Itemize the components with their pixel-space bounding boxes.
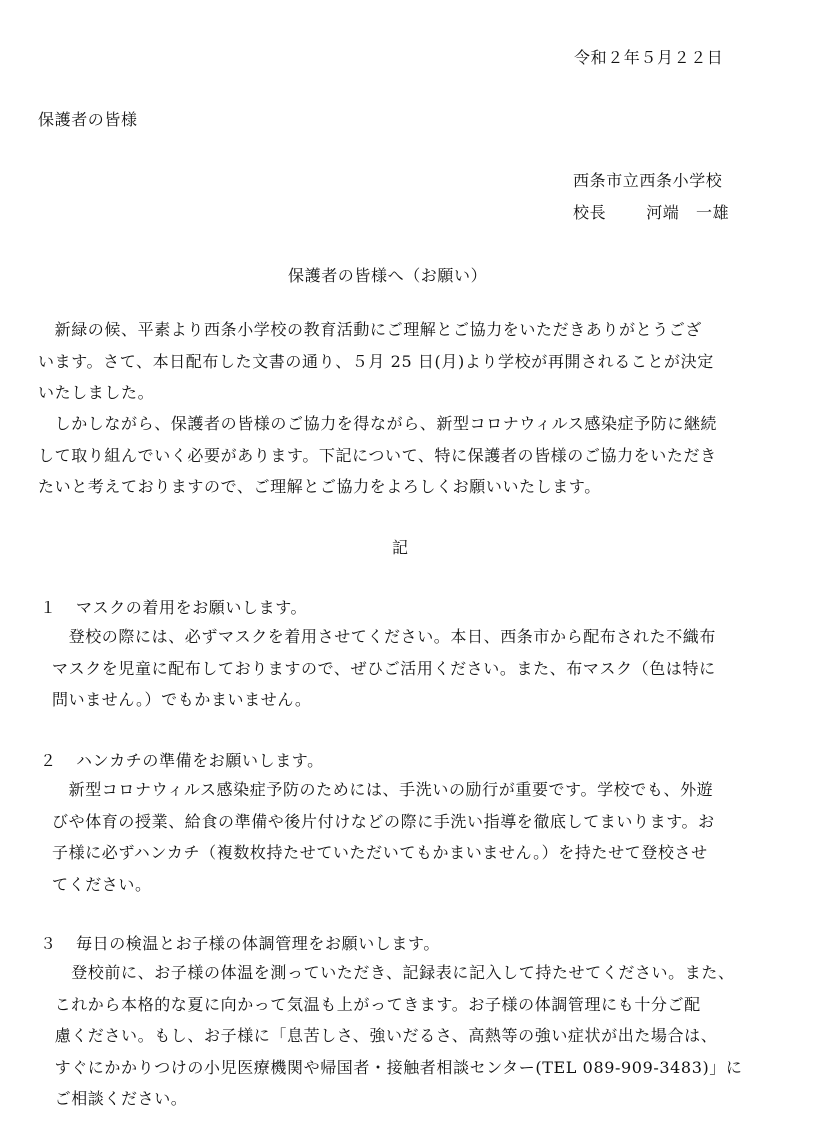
- item-heading-text: ハンカチの準備をお願いします。: [76, 751, 324, 770]
- intro-paragraph-2: [38, 408, 768, 503]
- item-line: 新型コロナウィルス感染症予防のためには、手洗いの励行が重要です。学校でも、外遊: [52, 780, 714, 799]
- item-1-body: [52, 621, 768, 716]
- paragraph-line: います。さて、本日配布した文書の通り、５月 25 日(月)より学校が再開されることが決定: [38, 351, 714, 371]
- document-title: 保護者の皆様へ（お願い）: [288, 266, 488, 285]
- item-1-heading: [40, 598, 307, 618]
- paragraph-line: いたしました。: [38, 383, 155, 402]
- item-number: ３: [40, 934, 57, 953]
- intro-paragraph-1: [38, 314, 768, 409]
- item-number: １: [40, 598, 57, 617]
- paragraph-line: たいと考えておりますので、ご理解とご協力をよろしくお願いいたします。: [38, 477, 601, 496]
- addressee: 保護者の皆様: [38, 110, 138, 129]
- item-number: ２: [40, 751, 57, 770]
- item-line: すぐにかかりつけの小児医療機関や帰国者・接触者相談センター(TEL 089-909-3483)」に: [38, 1057, 743, 1077]
- item-line: 登校の際には、必ずマスクを着用させてください。本日、西条市から配布された不織布: [52, 627, 717, 646]
- paragraph-line: して取り組んでいく必要があります。下記について、特に保護者の皆様のご協力をいただき: [38, 445, 717, 465]
- principal-signature: [573, 203, 729, 223]
- item-line: マスクを児童に配布しておりますので、ぜひご活用ください。また、布マスク（色は特に: [52, 658, 716, 678]
- item-3-heading: [40, 934, 440, 954]
- item-line: 問いません。）でもかまいません。: [52, 690, 312, 709]
- item-2-body: [52, 774, 768, 900]
- item-3-body: [38, 957, 754, 1115]
- school-name: 西条市立西条小学校: [573, 171, 723, 190]
- document-date: 令和２年５月２２日: [574, 48, 724, 67]
- principal-name: 河端 一雄: [646, 203, 730, 222]
- paragraph-line: 新緑の候、平素より西条小学校の教育活動にご理解とご協力をいただきありがとうござ: [38, 320, 703, 339]
- item-line: これから本格的な夏に向かって気温も上がってきます。お子様の体調管理にも十分ご配: [38, 994, 701, 1014]
- item-line: 子様に必ずハンカチ（複数枚持たせていただいてもかまいません。）を持たせて登校させ: [52, 843, 708, 862]
- item-line: びや体育の授業、給食の準備や後片付けなどの際に手洗い指導を徹底してまいります。お: [52, 811, 715, 831]
- item-line: 登校前に、お子様の体温を測っていただき、記録表に記入して持たせてください。また、: [38, 963, 735, 982]
- item-heading-text: マスクの着用をお願いします。: [76, 598, 308, 617]
- paragraph-line: しかしながら、保護者の皆様のご協力を得ながら、新型コロナウィルス感染症予防に継続: [38, 414, 718, 433]
- item-line: 慮ください。もし、お子様に「息苦しさ、強いだるさ、高熱等の強い症状が出た場合は、: [38, 1026, 718, 1045]
- item-heading-text: 毎日の検温とお子様の体調管理をお願いします。: [76, 934, 440, 953]
- ki-heading: 記: [392, 538, 409, 557]
- principal-title: 校長: [573, 203, 607, 222]
- item-line: ご相談ください。: [38, 1089, 188, 1108]
- item-2-heading: [40, 751, 324, 771]
- item-line: てください。: [52, 874, 152, 894]
